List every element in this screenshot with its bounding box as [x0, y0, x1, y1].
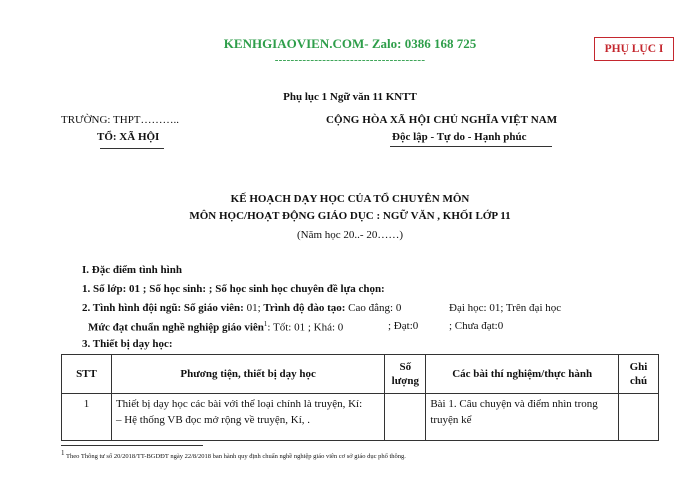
- staff-info-line: [82, 302, 401, 314]
- appendix-badge: PHỤ LỤC I: [594, 37, 674, 61]
- training-label: Trình độ đào tạo:: [263, 302, 346, 314]
- table-row: [62, 394, 659, 441]
- row-device-line-1: Thiết bị dạy học các bài với thể loại chính là truyện, Kí:: [115, 398, 363, 410]
- school-year: (Năm học 20..- 20……): [296, 229, 403, 241]
- column-header-lessons: Các bài thí nghiệm/thực hành: [426, 355, 619, 394]
- motto-underline: [390, 146, 552, 147]
- footnote-separator: [61, 445, 203, 446]
- teachers-label: Số giáo viên:: [183, 302, 244, 314]
- college-count: Cao đẳng: 0: [348, 302, 402, 314]
- section-heading: I. Đặc điểm tình hình: [82, 264, 182, 276]
- department-name: TỔ: XÃ HỘI: [97, 131, 160, 143]
- standard-label: Mức đạt chuẩn nghề nghiệp giáo viên: [88, 321, 264, 334]
- footnote-marker: 1: [61, 449, 65, 457]
- department-underline: [100, 148, 164, 149]
- footnote: [61, 449, 406, 460]
- row-device: [111, 394, 384, 441]
- row-device-line-2: – Hệ thống VB đọc mở rộng về truyện, Kí, .: [115, 414, 311, 426]
- row-note: [619, 394, 659, 441]
- teachers-value: 01;: [246, 302, 261, 314]
- staff-label: 2. Tình hình đội ngũ:: [82, 302, 182, 314]
- university-count: Đại học: 01; Trên đại học: [449, 302, 562, 314]
- class-info-line: 1. Số lớp: 01 ; Số học sinh: ; Số học sinh học chuyên đề lựa chọn:: [82, 283, 385, 295]
- document-subtitle: Phụ lục 1 Ngữ văn 11 KNTT: [283, 91, 417, 103]
- row-quantity: [385, 394, 426, 441]
- national-motto: Độc lập - Tự do - Hạnh phúc: [392, 131, 527, 143]
- column-header-device: Phương tiện, thiết bị dạy học: [111, 355, 384, 394]
- column-header-note: Ghi chú: [619, 355, 659, 394]
- plan-subject-line: MÔN HỌC/HOẠT ĐỘNG GIÁO DỤC : NGỮ VĂN , KHỐI LỚP 11: [189, 210, 511, 222]
- site-banner: KENHGIAOVIEN.COM- Zalo: 0386 168 725: [223, 36, 477, 51]
- row-lesson: Bài 1. Câu chuyện và điểm nhìn trong truyện kể: [426, 394, 619, 441]
- plan-title: KẾ HOẠCH DẠY HỌC CỦA TỔ CHUYÊN MÔN: [230, 193, 470, 205]
- equipment-table: [61, 354, 659, 441]
- republic-heading: CỘNG HÒA XÃ HỘI CHỦ NGHĨA VIỆT NAM: [326, 114, 558, 126]
- table-header-row: [62, 355, 659, 394]
- site-banner-rule: --------------------------------------: [274, 54, 426, 66]
- standard-fail: ; Chưa đạt:0: [449, 320, 504, 332]
- column-header-quantity: Số lượng: [385, 355, 426, 394]
- footnote-ref: 1: [263, 320, 268, 328]
- standard-pass: ; Đạt:0: [388, 320, 419, 332]
- equipment-heading: 3. Thiết bị dạy học:: [82, 338, 173, 350]
- school-name: TRƯỜNG: THPT………..: [61, 114, 180, 126]
- footnote-text: Theo Thông tư số 20/2018/TT-BGDĐT ngày 22/8/2018 ban hành quy định chuẩn nghề nghiệp giáo viên cơ sở giáo dục phổ thông.: [64, 453, 406, 461]
- column-header-stt: STT: [62, 355, 112, 394]
- standard-info-line: [88, 320, 343, 334]
- standard-good: : Tốt: 01 ; Khá: 0: [267, 321, 344, 334]
- row-stt: 1: [62, 394, 112, 441]
